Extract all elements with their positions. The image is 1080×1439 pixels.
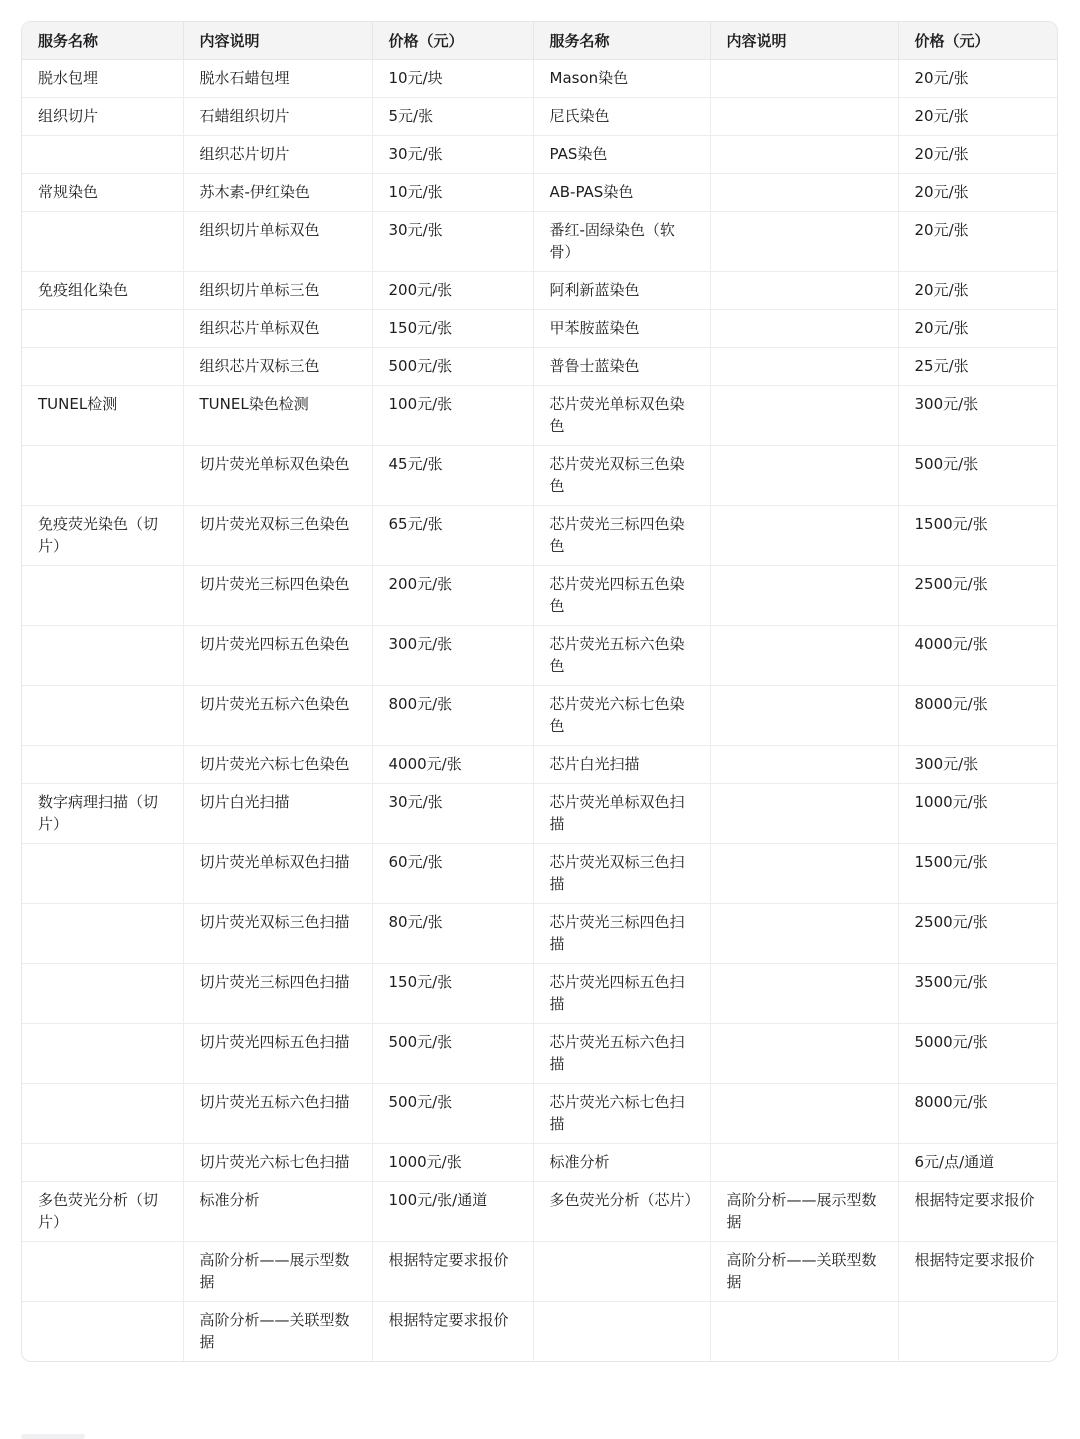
cell-description-right — [710, 385, 898, 445]
cell-service-name-left — [22, 211, 183, 271]
cell-description-right — [710, 963, 898, 1023]
cell-service-name-left: 组织切片 — [22, 97, 183, 135]
cell-description-left: 标准分析 — [183, 1181, 372, 1241]
cell-description-left: 切片荧光六标七色扫描 — [183, 1143, 372, 1181]
cell-description-right — [710, 1023, 898, 1083]
cell-service-name-right: 芯片荧光三标四色染色 — [533, 505, 710, 565]
cell-description-left: 脱水石蜡包埋 — [183, 59, 372, 97]
cell-price-left: 150元/张 — [372, 963, 533, 1023]
cell-price-right: 1000元/张 — [898, 783, 1058, 843]
cell-description-right — [710, 783, 898, 843]
cell-description-left: 组织芯片切片 — [183, 135, 372, 173]
table-row — [22, 963, 1058, 1023]
cell-service-name-left: 常规染色 — [22, 173, 183, 211]
cell-price-left: 1000元/张 — [372, 1143, 533, 1181]
cell-price-left: 300元/张 — [372, 625, 533, 685]
cell-price-left: 150元/张 — [372, 309, 533, 347]
cell-price-right: 20元/张 — [898, 211, 1058, 271]
cell-service-name-right: 芯片荧光单标双色染色 — [533, 385, 710, 445]
cell-price-right: 300元/张 — [898, 745, 1058, 783]
scroll-indicator — [21, 1434, 85, 1439]
header-service-name-left: 服务名称 — [22, 22, 183, 59]
cell-service-name-left: 脱水包埋 — [22, 59, 183, 97]
cell-description-right — [710, 445, 898, 505]
cell-service-name-right: 芯片荧光单标双色扫描 — [533, 783, 710, 843]
cell-service-name-right: 芯片荧光六标七色扫描 — [533, 1083, 710, 1143]
cell-description-left: 切片白光扫描 — [183, 783, 372, 843]
cell-service-name-left — [22, 565, 183, 625]
cell-price-right: 根据特定要求报价 — [898, 1241, 1058, 1301]
table-row — [22, 59, 1058, 97]
cell-price-left: 10元/块 — [372, 59, 533, 97]
cell-description-right — [710, 211, 898, 271]
cell-service-name-left: 免疫荧光染色（切片） — [22, 505, 183, 565]
cell-price-left: 200元/张 — [372, 565, 533, 625]
cell-service-name-left — [22, 1241, 183, 1301]
cell-price-right: 20元/张 — [898, 97, 1058, 135]
table-row — [22, 173, 1058, 211]
table-row — [22, 843, 1058, 903]
cell-service-name-right: PAS染色 — [533, 135, 710, 173]
cell-price-right: 5000元/张 — [898, 1023, 1058, 1083]
cell-description-left: 切片荧光四标五色扫描 — [183, 1023, 372, 1083]
cell-service-name-left — [22, 309, 183, 347]
cell-price-left: 65元/张 — [372, 505, 533, 565]
cell-description-left: 切片荧光四标五色染色 — [183, 625, 372, 685]
cell-price-right: 2500元/张 — [898, 903, 1058, 963]
cell-service-name-right: 芯片荧光六标七色染色 — [533, 685, 710, 745]
cell-service-name-right: 甲苯胺蓝染色 — [533, 309, 710, 347]
cell-service-name-left — [22, 843, 183, 903]
table-row — [22, 271, 1058, 309]
table-row — [22, 565, 1058, 625]
table-row — [22, 783, 1058, 843]
table-row — [22, 309, 1058, 347]
cell-description-right — [710, 347, 898, 385]
cell-price-right: 20元/张 — [898, 309, 1058, 347]
cell-description-left: 组织芯片双标三色 — [183, 347, 372, 385]
cell-service-name-right: AB-PAS染色 — [533, 173, 710, 211]
cell-description-left: 高阶分析——关联型数据 — [183, 1301, 372, 1361]
table-row — [22, 135, 1058, 173]
cell-price-left: 500元/张 — [372, 1023, 533, 1083]
cell-price-left: 100元/张/通道 — [372, 1181, 533, 1241]
cell-service-name-left — [22, 685, 183, 745]
cell-description-left: 切片荧光双标三色扫描 — [183, 903, 372, 963]
table-row — [22, 211, 1058, 271]
header-description-right: 内容说明 — [710, 22, 898, 59]
cell-service-name-right: 芯片荧光五标六色染色 — [533, 625, 710, 685]
cell-service-name-right: 芯片荧光四标五色染色 — [533, 565, 710, 625]
header-price-right: 价格（元） — [898, 22, 1058, 59]
cell-price-right: 1500元/张 — [898, 843, 1058, 903]
cell-service-name-left: TUNEL检测 — [22, 385, 183, 445]
cell-price-left: 800元/张 — [372, 685, 533, 745]
cell-price-left: 500元/张 — [372, 1083, 533, 1143]
cell-price-left: 根据特定要求报价 — [372, 1301, 533, 1361]
cell-price-right: 20元/张 — [898, 135, 1058, 173]
table-row — [22, 685, 1058, 745]
cell-price-right: 3500元/张 — [898, 963, 1058, 1023]
cell-service-name-left — [22, 1143, 183, 1181]
cell-description-right — [710, 1083, 898, 1143]
table-row — [22, 1301, 1058, 1361]
cell-description-left: 切片荧光三标四色染色 — [183, 565, 372, 625]
table-row — [22, 445, 1058, 505]
header-service-name-right: 服务名称 — [533, 22, 710, 59]
cell-price-left: 5元/张 — [372, 97, 533, 135]
cell-description-right — [710, 843, 898, 903]
cell-description-right — [710, 625, 898, 685]
cell-description-left: 高阶分析——展示型数据 — [183, 1241, 372, 1301]
cell-description-left: 组织切片单标三色 — [183, 271, 372, 309]
cell-description-left: TUNEL染色检测 — [183, 385, 372, 445]
cell-description-right — [710, 1143, 898, 1181]
cell-service-name-right: 番红-固绿染色（软骨） — [533, 211, 710, 271]
price-table — [22, 22, 1058, 1361]
cell-price-left: 200元/张 — [372, 271, 533, 309]
cell-price-left: 30元/张 — [372, 211, 533, 271]
cell-service-name-left — [22, 347, 183, 385]
table-row — [22, 505, 1058, 565]
cell-price-left: 60元/张 — [372, 843, 533, 903]
cell-service-name-right: 芯片荧光四标五色扫描 — [533, 963, 710, 1023]
cell-description-right — [710, 271, 898, 309]
cell-description-left: 切片荧光五标六色染色 — [183, 685, 372, 745]
cell-description-left: 组织芯片单标双色 — [183, 309, 372, 347]
cell-price-left: 100元/张 — [372, 385, 533, 445]
cell-service-name-left — [22, 745, 183, 783]
cell-price-left: 4000元/张 — [372, 745, 533, 783]
cell-description-right — [710, 173, 898, 211]
cell-service-name-left: 数字病理扫描（切片） — [22, 783, 183, 843]
cell-description-left: 苏木素-伊红染色 — [183, 173, 372, 211]
cell-service-name-right: 普鲁士蓝染色 — [533, 347, 710, 385]
cell-service-name-left — [22, 903, 183, 963]
cell-price-right: 25元/张 — [898, 347, 1058, 385]
table-row — [22, 1241, 1058, 1301]
cell-service-name-right: 阿利新蓝染色 — [533, 271, 710, 309]
cell-price-left: 根据特定要求报价 — [372, 1241, 533, 1301]
cell-description-right — [710, 745, 898, 783]
table-row — [22, 903, 1058, 963]
cell-price-left: 10元/张 — [372, 173, 533, 211]
cell-description-left: 切片荧光双标三色染色 — [183, 505, 372, 565]
table-body — [22, 59, 1058, 1361]
table-row — [22, 1181, 1058, 1241]
cell-price-right: 500元/张 — [898, 445, 1058, 505]
header-description-left: 内容说明 — [183, 22, 372, 59]
cell-description-left: 组织切片单标双色 — [183, 211, 372, 271]
cell-price-left: 30元/张 — [372, 783, 533, 843]
table-row — [22, 1143, 1058, 1181]
cell-service-name-left: 免疫组化染色 — [22, 271, 183, 309]
cell-service-name-left — [22, 625, 183, 685]
cell-service-name-left — [22, 1083, 183, 1143]
cell-service-name-right: 芯片荧光三标四色扫描 — [533, 903, 710, 963]
table-row — [22, 625, 1058, 685]
cell-description-right — [710, 97, 898, 135]
cell-service-name-right: 芯片白光扫描 — [533, 745, 710, 783]
cell-service-name-left — [22, 135, 183, 173]
cell-price-right: 4000元/张 — [898, 625, 1058, 685]
cell-description-right — [710, 309, 898, 347]
cell-price-right: 6元/点/通道 — [898, 1143, 1058, 1181]
cell-service-name-left — [22, 445, 183, 505]
cell-price-right: 8000元/张 — [898, 1083, 1058, 1143]
cell-description-right — [710, 135, 898, 173]
cell-description-right — [710, 1301, 898, 1361]
cell-description-left: 切片荧光六标七色染色 — [183, 745, 372, 783]
cell-description-left: 切片荧光三标四色扫描 — [183, 963, 372, 1023]
cell-price-right: 2500元/张 — [898, 565, 1058, 625]
cell-price-right: 20元/张 — [898, 173, 1058, 211]
cell-price-left: 30元/张 — [372, 135, 533, 173]
cell-service-name-right: 芯片荧光双标三色染色 — [533, 445, 710, 505]
cell-description-right — [710, 903, 898, 963]
header-row — [22, 22, 1058, 59]
cell-service-name-left — [22, 1301, 183, 1361]
cell-price-left: 80元/张 — [372, 903, 533, 963]
cell-price-right: 20元/张 — [898, 271, 1058, 309]
cell-service-name-right: 多色荧光分析（芯片） — [533, 1181, 710, 1241]
cell-description-right: 高阶分析——关联型数据 — [710, 1241, 898, 1301]
cell-description-right — [710, 685, 898, 745]
cell-service-name-right: 芯片荧光双标三色扫描 — [533, 843, 710, 903]
table-row — [22, 385, 1058, 445]
cell-service-name-right: 标准分析 — [533, 1143, 710, 1181]
cell-price-right — [898, 1301, 1058, 1361]
cell-price-left: 500元/张 — [372, 347, 533, 385]
cell-description-right: 高阶分析——展示型数据 — [710, 1181, 898, 1241]
price-table-container — [21, 21, 1058, 1362]
cell-service-name-left — [22, 1023, 183, 1083]
table-row — [22, 347, 1058, 385]
cell-description-left: 石蜡组织切片 — [183, 97, 372, 135]
cell-description-left: 切片荧光五标六色扫描 — [183, 1083, 372, 1143]
cell-description-left: 切片荧光单标双色扫描 — [183, 843, 372, 903]
cell-service-name-left — [22, 963, 183, 1023]
cell-service-name-left: 多色荧光分析（切片） — [22, 1181, 183, 1241]
cell-description-right — [710, 565, 898, 625]
cell-service-name-right: Mason染色 — [533, 59, 710, 97]
cell-description-right — [710, 505, 898, 565]
cell-price-left: 45元/张 — [372, 445, 533, 505]
table-row — [22, 1083, 1058, 1143]
cell-price-right: 根据特定要求报价 — [898, 1181, 1058, 1241]
cell-service-name-right — [533, 1301, 710, 1361]
cell-description-right — [710, 59, 898, 97]
header-price-left: 价格（元） — [372, 22, 533, 59]
table-row — [22, 745, 1058, 783]
cell-price-right: 8000元/张 — [898, 685, 1058, 745]
cell-price-right: 1500元/张 — [898, 505, 1058, 565]
cell-price-right: 20元/张 — [898, 59, 1058, 97]
cell-price-right: 300元/张 — [898, 385, 1058, 445]
cell-service-name-right — [533, 1241, 710, 1301]
cell-service-name-right: 芯片荧光五标六色扫描 — [533, 1023, 710, 1083]
cell-description-left: 切片荧光单标双色染色 — [183, 445, 372, 505]
table-header — [22, 22, 1058, 59]
table-row — [22, 97, 1058, 135]
table-row — [22, 1023, 1058, 1083]
cell-service-name-right: 尼氏染色 — [533, 97, 710, 135]
